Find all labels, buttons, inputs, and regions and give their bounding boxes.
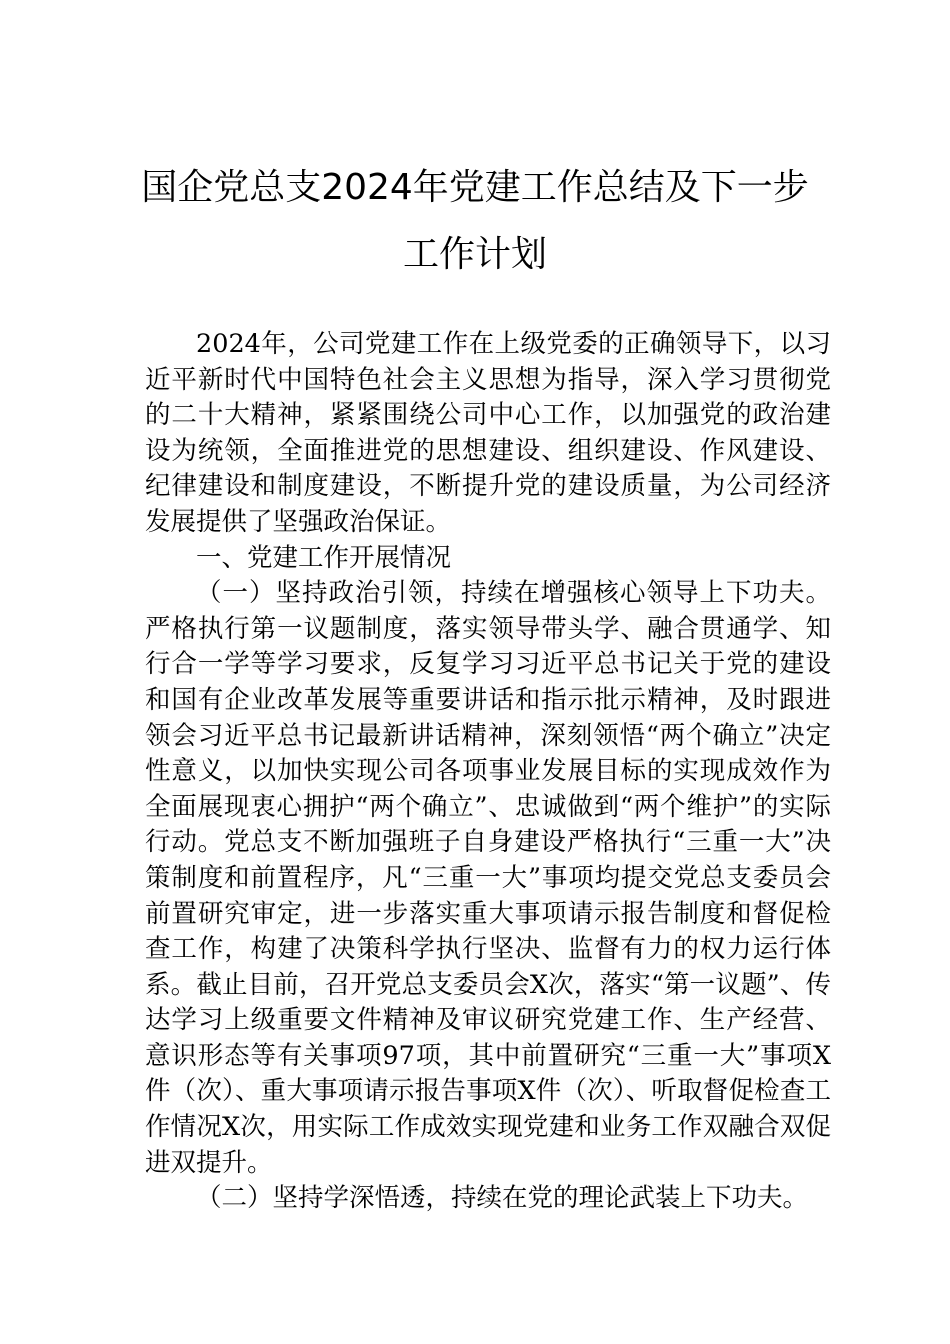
- document-title-line-2: 工作计划: [402, 234, 547, 275]
- subsection-1-paragraph: （一）坚持政治引领，持续在增强核心领导上下功夫。严格执行第一议题制度，落实领导带头学、融合贯通学、知行合一学等学习要求，反复学习习近平总书记关于党的建设和国有企业改革发展等重要讲话和指示批示精神，及时跟进领会习近平总书记最新讲话精神，深刻领悟“两个确立”决定性意义，以加快实现公司各项事业发展目标的实现成效作为全面展现衷心拥护“两个确立”、忠诚做到“两个维护”的实际行动。党总支不断加强班子自身建设严格执行“三重一大”决策制度和前置程序，凡“三重一大”事项均提交党总支委员会前置研究审定，进一步落实重大事项请示报告制度和督促检查工作，构建了决策科学执行坚决、监督有力的权力运行体系。截止目前，召开党总支委员会X次，落实“第一议题”、传达学习上级重要文件精神及审议研究党建工作、生产经营、意识形态等有关事项97项，其中前置研究“三重一大”事项X件（次）、重大事项请示报告事项X件（次）、听取督促检查工作情况X次，用实际工作成效实现党建和业务工作双融合双促进双提升。: [145, 578, 831, 1178]
- document-body: [145, 327, 831, 1217]
- document-title-line-1: 国企党总支2024年党建工作总结及下一步: [141, 167, 809, 208]
- subsection-2-paragraph: （二）坚持学深悟透，持续在党的理论武装上下功夫。: [196, 1183, 809, 1214]
- section-heading-1: 一、党建工作开展情况: [196, 542, 452, 573]
- intro-paragraph: 2024年，公司党建工作在上级党委的正确领导下，以习近平新时代中国特色社会主义思想为指导，深入学习贯彻党的二十大精神，紧紧围绕公司中心工作，以加强党的政治建设为统领，全面推进党的思想建设、组织建设、作风建设、纪律建设和制度建设，不断提升党的建设质量，为公司经济发展提供了坚强政治保证。: [145, 329, 831, 537]
